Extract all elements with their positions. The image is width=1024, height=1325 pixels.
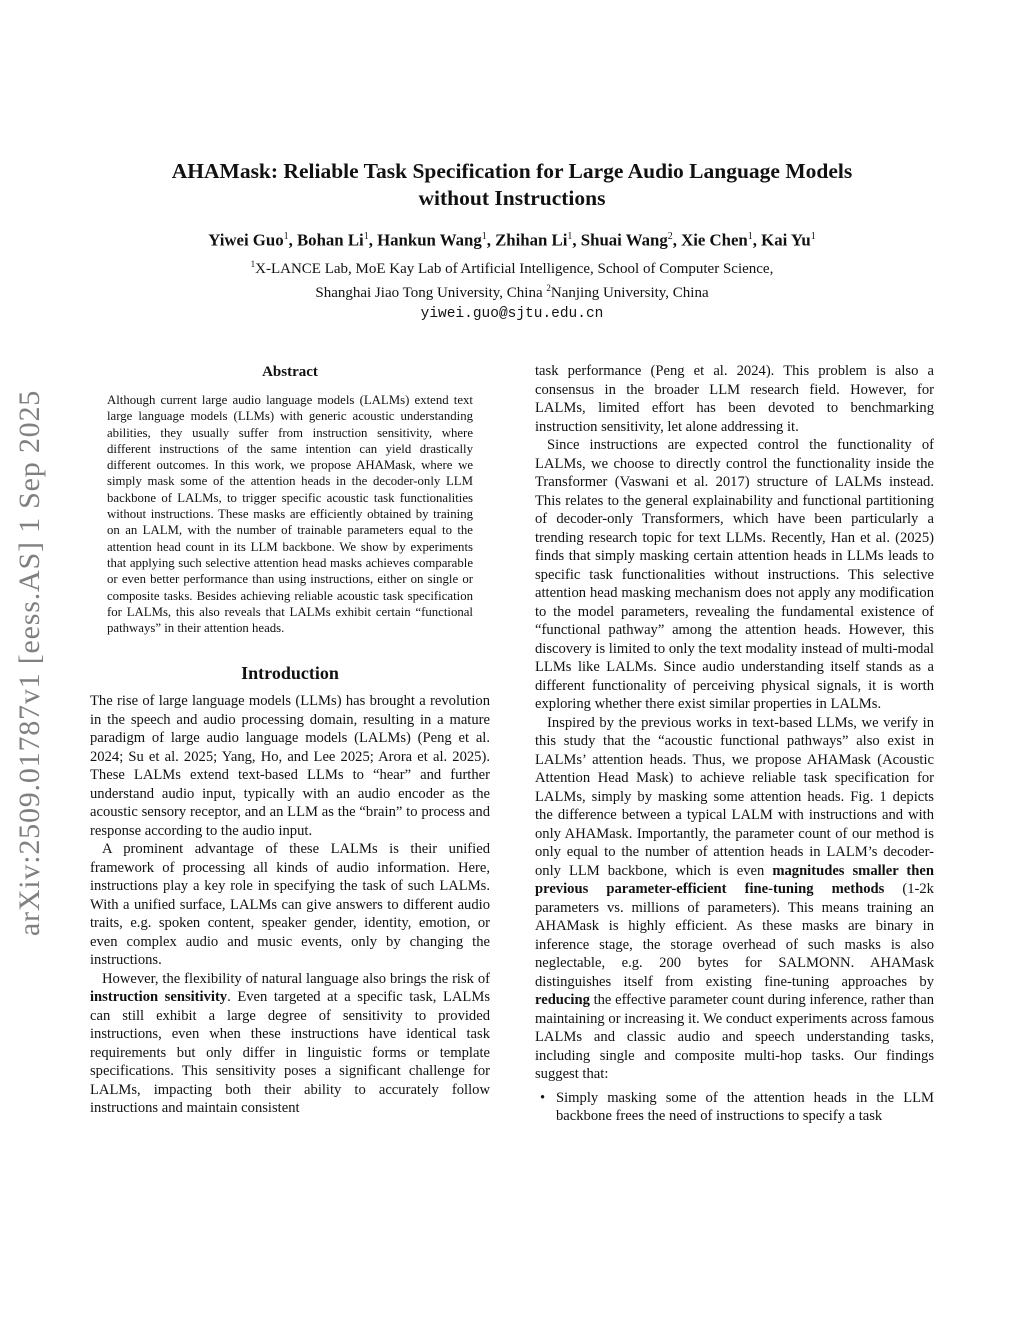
author-separator: , xyxy=(752,230,762,250)
author-affil-sup: 1 xyxy=(363,231,369,242)
intro-paragraph-2: A prominent advantage of these LALMs is their unified framework of processing all kinds of audio information. Here, instructions play a key role in specifying the task of such LALMs. With a unified surface, LALMs can give answers to different audio traits, e.g. spoken content, speaker gender, identity, emotion, or even complex audio and music events, only by changing the instructions. xyxy=(90,841,490,969)
intro-p3-bold: instruction sensitivity xyxy=(90,989,228,1006)
left-column xyxy=(90,362,490,1118)
author-separator: , xyxy=(572,230,581,250)
author-name: Xie Chen xyxy=(681,230,748,250)
author-affil-sup: 1 xyxy=(481,231,487,242)
intro-p5-bold-1: magnitudes smaller then previous parameter-efficient fine-tuning methods xyxy=(535,862,934,897)
affil-line-2b: Nanjing University, China xyxy=(550,284,709,301)
affil-line-1: X-LANCE Lab, MoE Kay Lab of Artificial Intelligence, School of Computer Science, xyxy=(255,260,774,277)
paper-title xyxy=(90,158,934,212)
author-separator: , xyxy=(672,230,682,250)
intro-p5-bold-2: reducing xyxy=(535,992,590,1008)
author-name: Shuai Wang xyxy=(580,230,668,250)
intro-p5-text-e: the effective parameter count during inference, rather than maintaining or increasing it. We conduct experiments across famous LALMs and classic audio and speech understanding tasks, including single and composite multi-hop tasks. Our findings suggest that: xyxy=(535,992,934,1082)
arxiv-id-text: arXiv:2509.01787v1 [eess.AS] 1 Sep 2025 xyxy=(13,389,46,936)
bullet-text: Simply masking some of the attention heads in the LLM backbone frees the need of instructions to specify a task xyxy=(556,1089,934,1124)
intro-paragraph-1: The rise of large language models (LLMs) has brought a revolution in the speech and audio processing domain, resulting in a mature paradigm of large audio language models (LALMs) (Peng et al. 2024; Su et al. 2025; Yang, Ho, and Lee 2025; Arora et al. 2025). These LALMs extend text-based LLMs to “hear” and further understand audio input, typically with an audio encoder as the acoustic sensory receptor, and an LLM as the “brain” to process and response according to the audio input. xyxy=(90,693,490,839)
findings-list xyxy=(535,1089,934,1126)
intro-p3-text-c: . Even targeted at a specific task, LALMs can still exhibit a large degree of sensitivity to provided instructions, even when these instructions have identical task requirements but only differ in linguistic forms or template specifications. This sensitivity poses a significant challenge for LALMs, impacting both their ability to accurately follow instructions and maintain consistent xyxy=(90,989,490,1117)
affil-line-2a: Shanghai Jiao Tong University, China xyxy=(315,284,547,301)
contact-email: yiwei.guo@sjtu.edu.cn xyxy=(420,305,604,322)
author-name: Hankun Wang xyxy=(377,230,482,250)
intro-paragraph-3-continued: task performance (Peng et al. 2024). This problem is also a consensus in the broader LLM research field. However, for LALMs, limited effort has been devoted to benchmarking instruction sensitivity, let alone addressing it. xyxy=(535,363,934,435)
list-item xyxy=(535,1089,934,1126)
title-line-2: without Instructions xyxy=(418,186,606,210)
author-name: Kai Yu xyxy=(761,230,811,250)
author-separator: , xyxy=(368,230,378,250)
author-affil-sup: 1 xyxy=(747,231,753,242)
author-list xyxy=(90,226,934,252)
author-name: Yiwei Guo xyxy=(208,230,284,250)
affil-sup-2: 2 xyxy=(546,282,551,293)
introduction-heading: Introduction xyxy=(241,663,339,684)
author-affil-sup: 1 xyxy=(810,231,816,242)
author-affil-sup: 1 xyxy=(567,231,573,242)
intro-p5-text-c: (1-2k parameters vs. millions of parameters). This means training an AHAMask is highly efficient. As these masks are binary in inference stage, the storage overhead of such masks is also neglectable, e.g. 200 bytes for SALMONN. AHAMask distinguishes itself from existing fine-tuning approaches by xyxy=(535,881,934,990)
paper-header xyxy=(90,158,934,324)
intro-paragraph-5 xyxy=(535,714,934,1084)
author-affil-sup: 2 xyxy=(667,231,673,242)
bullet-marker: • xyxy=(540,1089,546,1106)
arxiv-watermark xyxy=(2,365,58,960)
intro-paragraph-4: Since instructions are expected control the functionality of LALMs, we choose to directly control the functionality inside the Transformer (Vaswani et al. 2017) structure of LALMs instead. This relates to the general explainability and functional partitioning of decoder-only Transformers, which have been particularly a trending research topic for text LLMs. Recently, Han et al. (2025) finds that simply masking certain attention heads in LLMs leads to specific task functionalities without instructions. This selective attention head masking mechanism does not apply any modification to the model parameters, revealing the fundamental existence of “functional pathway” among the attention heads. However, this discovery is limited to only the text modality instead of multi-modal LLMs like LALMs. Since audio understanding itself stands as a different functionality of perceiving physical signals, it is worth exploring whether there exist similar properties in LALMs. xyxy=(535,437,934,712)
abstract-body: Although current large audio language models (LALMs) extend text large language models (LLMs) with generic acoustic understanding abilities, they usually suffer from instruction sensitivity, where different instructions of the same intention can yield drastically different outcomes. In this work, we propose AHAMask, where we simply mask some of the attention heads in the decoder-only LLM backbone of LALMs, to trigger specific acoustic task functionalities without instructions. These masks are efficiently obtained by training on an LALM, with the number of trainable parameters equal to the attention head count in its LLM backbone. We show by experiments that applying such selective attention head masks achieves comparable or even better performance than using instructions, either on single or composite tasks. Besides achieving reliable acoustic task specification for LALMs, this also reveals that LALMs exhibit certain “functional pathways” in their attention heads. xyxy=(107,393,473,636)
intro-p3-text-a: However, the flexibility of natural language also brings the risk of xyxy=(102,970,490,987)
author-separator: , xyxy=(288,230,297,250)
author-name: Bohan Li xyxy=(296,230,364,250)
abstract-heading: Abstract xyxy=(262,364,318,380)
title-line-1: AHAMask: Reliable Task Specification for Large Audio Language Models xyxy=(171,159,853,183)
author-name: Zhihan Li xyxy=(495,230,568,250)
affiliations xyxy=(90,255,934,303)
intro-p5-text-a: Inspired by the previous works in text-based LLMs, we verify in this study that the “acoustic functional pathways” also exist in LALMs’ attention heads. Thus, we propose AHAMask (Acoustic Attention Head Mask) to achieve reliable task specification for LALMs, simply by masking some attention heads. Fig. 1 depicts the difference between a typical LALM with instructions and with only AHAMask. Importantly, the parameter count of our method is only equal to the number of attention heads in LALM’s decoder-only LLM backbone, which is even xyxy=(535,714,934,879)
author-separator: , xyxy=(486,230,496,250)
right-column xyxy=(535,362,934,1126)
intro-paragraph-3 xyxy=(90,970,490,1118)
affil-sup-1: 1 xyxy=(250,258,256,269)
author-affil-sup: 1 xyxy=(283,231,289,242)
